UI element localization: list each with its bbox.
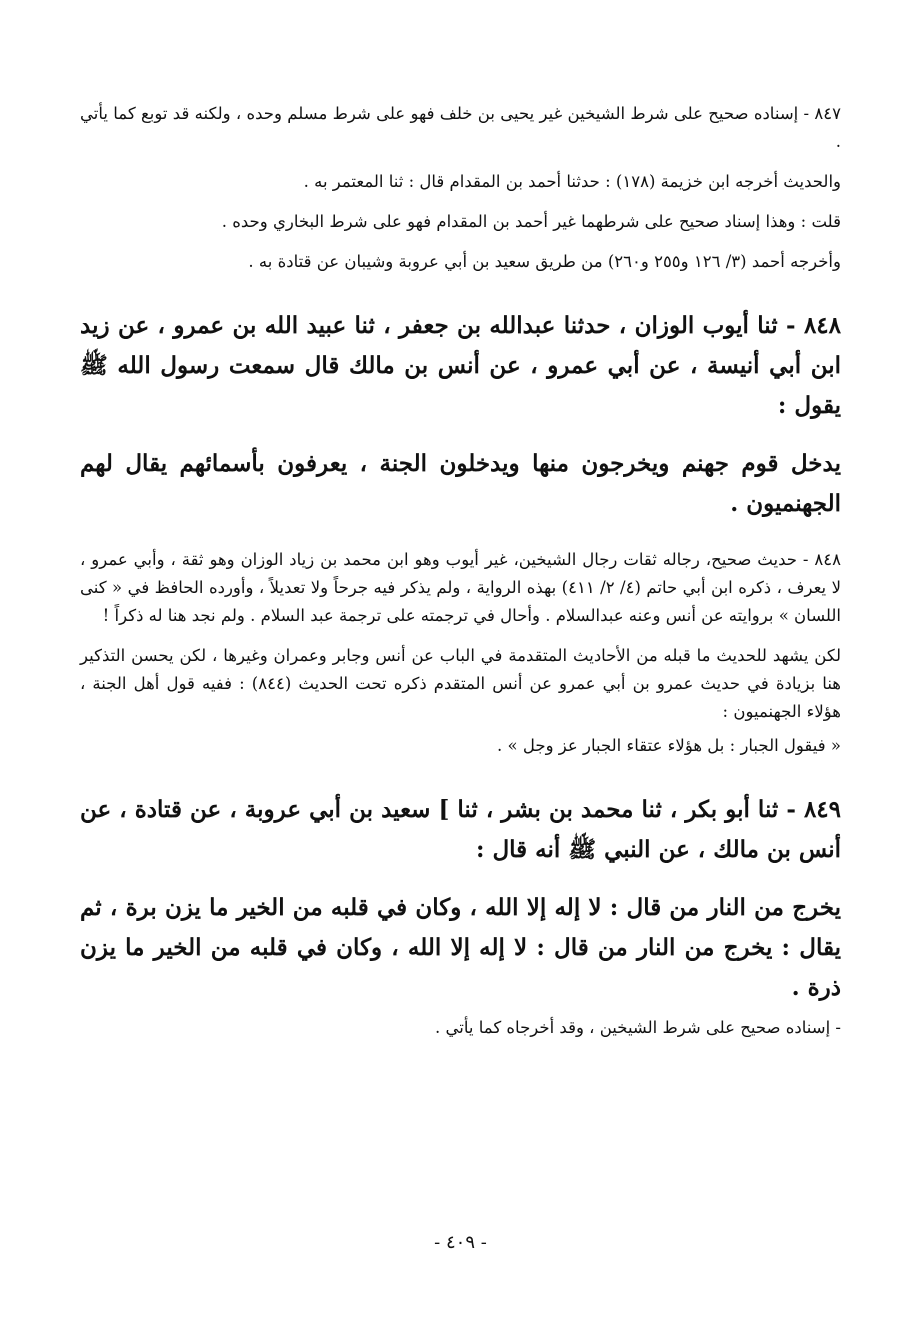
- footnote-847-comment: قلت : وهذا إسناد صحيح على شرطهما غير أحمد بن المقدام فهو على شرط البخاري وحده .: [221, 212, 841, 231]
- footnote-848-grading: ٨٤٨ - حديث صحيح، رجاله ثقات رجال الشيخين، غير أيوب وهو ابن محمد بن زياد الوزان وهو ثقة ، وأبي عمرو ، لا يعرف ، ذكره ابن أبي حاتم (٤/ ٢/ ٤١١) بهذه الرواية ، ولم يذكر فيه جرحاً ولا تعديلاً ، وأورده الحافظ في « كنى اللسان » بروايته عن أنس وعنه عبدالسلام . وأحال في ترجمته على ترجمة عبد السلام . ولم نجد هنا له ذكراً !: [80, 550, 841, 625]
- footnote-848-shawahid: لكن يشهد للحديث ما قبله من الأحاديث المتقدمة في الباب عن أنس وجابر وعمران وغيرها ، لكن يحسن التذكير هنا بزيادة في حديث عمرو بن أبي عمرو عن أنس المتقدم ذكره تحت الحديث (٨٤٤) : ففيه قول أهل الجنة ، هؤلاء الجهنميون :: [80, 646, 841, 721]
- hadith-848-matn: يدخل قوم جهنم ويخرجون منها ويدخلون الجنة ، يعرفون بأسمائهم يقال لهم الجهنميون .: [80, 450, 841, 517]
- footnote-849-grading: - إسناده صحيح على شرط الشيخين ، وقد أخرجاه كما يأتي .: [435, 1018, 841, 1037]
- hadith-849-isnad: ٨٤٩ - ثنا أبو بكر ، ثنا محمد بن بشر ، ثنا ] سعيد بن أبي عروبة ، عن قتادة ، عن أنس بن مالك ، عن النبي ﷺ أنه قال :: [80, 796, 841, 863]
- footnote-848-quote: « فيقول الجبار : بل هؤلاء عتقاء الجبار عز وجل » .: [497, 736, 841, 755]
- footnote-847-takhrij-ahmad: وأخرجه أحمد (٣/ ١٢٦ و٢٥٥ و٢٦٠) من طريق سعيد بن أبي عروبة وشيبان عن قتادة به .: [248, 252, 841, 271]
- hadith-849-matn: يخرج من النار من قال : لا إله إلا الله ، وكان في قلبه من الخير ما يزن برة ، ثم يقال : يخرج من النار من قال : لا إله إلا الله ، وكان في قلبه من الخير ما يزن ذرة .: [80, 894, 841, 1001]
- footnote-847-takhrij-ibn-khuzaymah: والحديث أخرجه ابن خزيمة (١٧٨) : حدثنا أحمد بن المقدام قال : ثنا المعتمر به .: [303, 172, 841, 191]
- page-number: - ٤٠٩ -: [434, 1232, 487, 1253]
- hadith-848-isnad: ٨٤٨ - ثنا أيوب الوزان ، حدثنا عبدالله بن جعفر ، ثنا عبيد الله بن عمرو ، عن زيد ابن أبي أنيسة ، عن أبي عمرو ، عن أنس بن مالك قال سمعت رسول الله ﷺ يقول :: [80, 312, 841, 419]
- footnote-847-grading: ٨٤٧ - إسناده صحيح على شرط الشيخين غير يحيى بن خلف فهو على شرط مسلم وحده ، ولكنه قد توبع كما يأتي .: [80, 104, 841, 151]
- page-body: [80, 100, 841, 1042]
